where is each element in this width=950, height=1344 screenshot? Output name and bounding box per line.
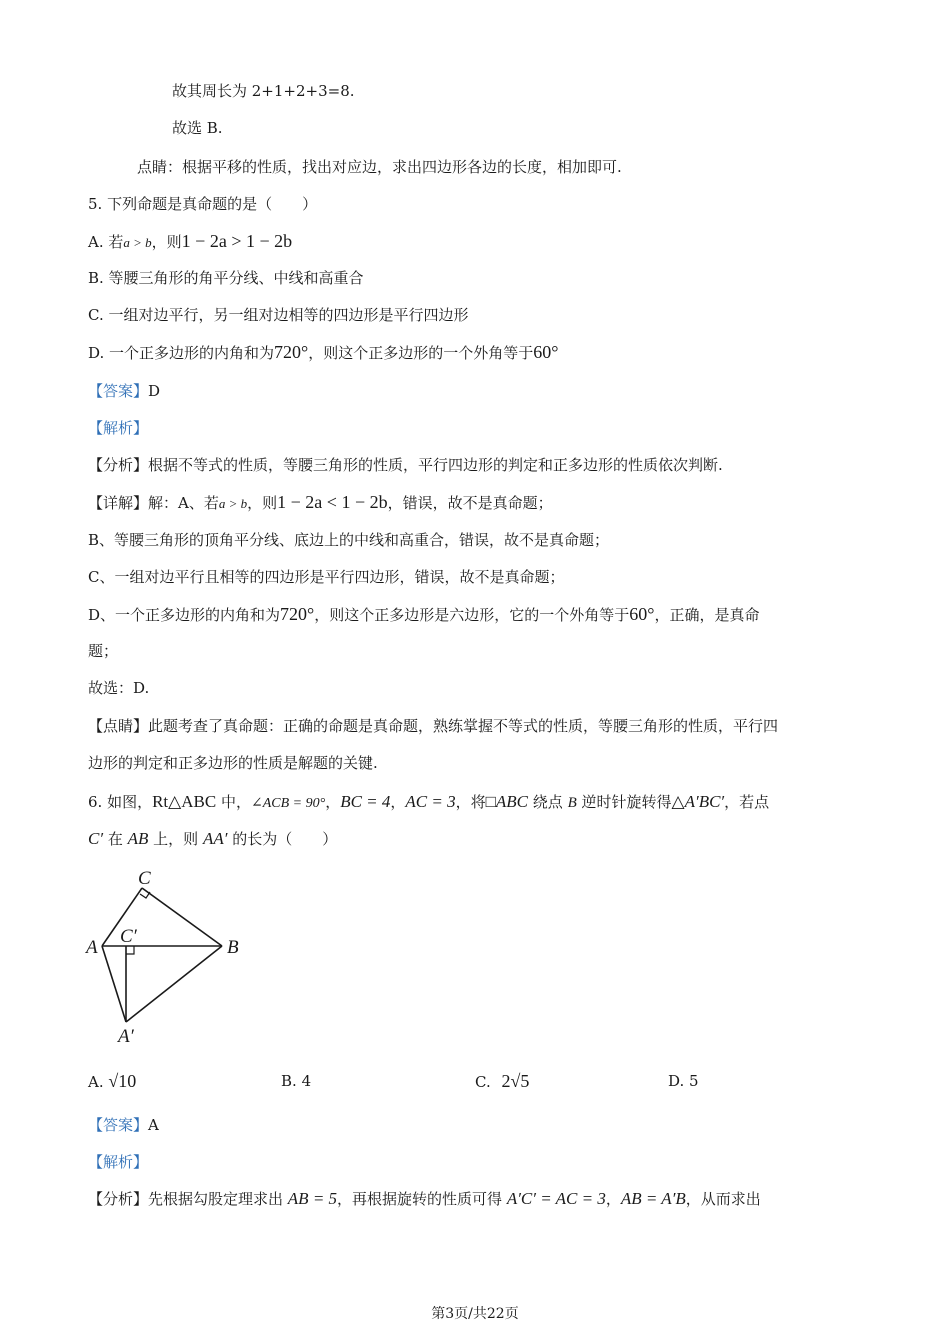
q5-a-label: A. 若 bbox=[88, 233, 124, 251]
q5-d-label: D. 一个正多边形的内角和为 bbox=[88, 344, 275, 362]
q6-stem1-bc: BC = 4 bbox=[340, 792, 391, 811]
q5-xiangjie-d-ext: 60° bbox=[629, 604, 655, 624]
q6-stem1-h: ，若点 bbox=[724, 793, 770, 811]
q5-xiangjie-a1: 解：A、若 bbox=[148, 494, 219, 512]
q6-stem1-rot: △A′BC′ bbox=[671, 792, 725, 811]
q5-answer bbox=[88, 381, 160, 401]
q6-stem1-f: 绕点 bbox=[528, 793, 568, 811]
q6-answer-value: A bbox=[148, 1116, 159, 1134]
q6-opt-c-value: 2√5 bbox=[501, 1071, 530, 1091]
q6-opt-c-label: C. bbox=[475, 1073, 491, 1091]
q5-d-mid: ，则这个正多边形的一个外角等于 bbox=[308, 344, 534, 362]
q6-stem1-a: 6. 如图， bbox=[88, 793, 153, 811]
q5-xiangjie-d3: ，正确，是真命 bbox=[654, 606, 760, 624]
q6-fenxi-eq1: A′C′ = AC = 3 bbox=[506, 1189, 606, 1208]
q6-stem1-pt: B bbox=[567, 795, 577, 811]
q6-opt-a-label: A. bbox=[88, 1073, 104, 1091]
q5-xiangjie-d1: D、一个正多边形的内角和为 bbox=[88, 606, 281, 624]
q5-xiangjie-d bbox=[88, 604, 759, 625]
q5-answer-tag: 【答案】 bbox=[88, 382, 149, 400]
q5-option-b: B. 等腰三角形的角平分线、中线和高重合 bbox=[88, 269, 364, 287]
q6-fenxi-3: ， bbox=[605, 1190, 621, 1208]
label-c-prime: C′ bbox=[120, 926, 137, 947]
q5-xiangjie-a-expr: 1 − 2a < 1 − 2b bbox=[277, 492, 388, 512]
q5-a-expr: 1 − 2a > 1 − 2b bbox=[181, 231, 293, 251]
q6-stem2-b: 上，则 bbox=[148, 830, 203, 848]
q6-fenxi-4: ，从而求出 bbox=[685, 1190, 761, 1208]
q6-option-c bbox=[475, 1070, 529, 1093]
q5-fenxi-text: 根据不等式的性质，等腰三角形的性质，平行四边形的判定和正多边形的性质依次判断. bbox=[148, 456, 723, 474]
q6-stem2-c2: 的长为（ ） bbox=[227, 830, 338, 848]
prev-hint: 点睛：根据平移的性质，找出对应边，求出四边形各边的长度，相加即可. bbox=[137, 158, 622, 176]
q5-option-c: C. 一组对边平行，另一组对边相等的四边形是平行四边形 bbox=[88, 306, 469, 324]
q5-xiangjie-d-cont: 题； bbox=[88, 642, 119, 660]
q5-xiangjie-d-angle: 720° bbox=[280, 604, 315, 624]
q6-fenxi-1: 先根据勾股定理求出 bbox=[148, 1190, 288, 1208]
q6-analysis-tag: 【解析】 bbox=[88, 1153, 149, 1171]
q5-a-cond: a > b bbox=[123, 235, 152, 250]
q5-xiangjie-a2: ，则 bbox=[247, 494, 278, 512]
q5-xiangjie-a3: ，错误，故不是真命题； bbox=[387, 494, 553, 512]
q6-stem1-ac: AC = 3 bbox=[405, 792, 456, 811]
segment-aa-prime bbox=[102, 946, 126, 1022]
q5-xiangjie-c: C、一组对边平行且相等的四边形是平行四边形，错误，故不是真命题； bbox=[88, 568, 565, 586]
q6-stem2-ab: AB bbox=[127, 829, 149, 848]
label-a: A bbox=[86, 937, 98, 958]
q6-fenxi bbox=[88, 1189, 761, 1209]
q6-stem1-angle: ∠ACB = 90° bbox=[250, 796, 326, 811]
q5-analysis-tag: 【解析】 bbox=[88, 419, 149, 437]
prev-choose: 故选 B. bbox=[172, 119, 223, 137]
q6-stem1-c: ， bbox=[325, 793, 341, 811]
q5-answer-value: D bbox=[148, 382, 161, 400]
q6-stem1-b: 中， bbox=[216, 793, 251, 811]
q5-xiangjie-tag: 【详解】 bbox=[88, 494, 149, 512]
q5-choose: 故选：D. bbox=[88, 679, 150, 697]
q5-fenxi-tag: 【分析】 bbox=[88, 456, 149, 474]
segment-a-prime-b bbox=[126, 946, 222, 1022]
q6-stem1-d: ， bbox=[390, 793, 406, 811]
q6-stem-line1 bbox=[88, 792, 769, 814]
q6-answer bbox=[88, 1115, 159, 1135]
q6-opt-d-value: 5 bbox=[689, 1072, 699, 1090]
q6-stem1-abc: □ABC bbox=[485, 792, 529, 811]
q6-option-a bbox=[88, 1070, 136, 1093]
q5-a-sep: ，则 bbox=[151, 233, 182, 251]
q5-option-d bbox=[88, 342, 558, 363]
q5-fenxi bbox=[88, 455, 723, 475]
segment-cb bbox=[142, 888, 222, 946]
q6-option-b bbox=[281, 1070, 311, 1092]
q5-dianjing-text1: 此题考查了真命题：正确的命题是真命题，熟练掌握不等式的性质，等腰三角形的性质，平行四 bbox=[148, 717, 779, 735]
q6-geometry-figure bbox=[80, 862, 260, 1052]
q6-fenxi-2: ，再根据旋转的性质可得 bbox=[337, 1190, 507, 1208]
q6-stem1-e: ，将 bbox=[455, 793, 486, 811]
q6-stem2-aa: AA′ bbox=[202, 829, 228, 848]
q5-option-a bbox=[88, 231, 292, 253]
page-footer: 第3页/共22页 bbox=[431, 1306, 519, 1322]
q6-option-d bbox=[668, 1070, 699, 1092]
q5-dianjing-tag: 【点睛】 bbox=[88, 717, 149, 735]
q5-dianjing-1 bbox=[88, 716, 778, 736]
q6-stem-line2 bbox=[88, 829, 337, 849]
q5-xiangjie-d2: ，则这个正多边形是六边形，它的一个外角等于 bbox=[314, 606, 630, 624]
q5-d-angle: 720° bbox=[274, 342, 309, 362]
right-angle-mark-c-prime bbox=[126, 946, 134, 954]
q5-xiangjie-b: B、等腰三角形的顶角平分线、底边上的中线和高重合，错误，故不是真命题； bbox=[88, 531, 610, 549]
q6-fenxi-tag: 【分析】 bbox=[88, 1190, 149, 1208]
q5-xiangjie-a-cond: a > b bbox=[218, 496, 248, 511]
label-c: C bbox=[138, 868, 151, 889]
q6-stem1-g: 逆时针旋转得 bbox=[576, 793, 672, 811]
q6-fenxi-ab: AB = 5 bbox=[287, 1189, 338, 1208]
label-a-prime: A′ bbox=[118, 1026, 134, 1047]
q6-opt-d-label: D. bbox=[668, 1072, 685, 1090]
q6-stem2-a: 在 bbox=[103, 830, 128, 848]
q6-answer-tag: 【答案】 bbox=[88, 1116, 149, 1134]
q6-opt-b-label: B. bbox=[281, 1072, 297, 1090]
q5-d-ext: 60° bbox=[533, 342, 559, 362]
label-b: B bbox=[227, 937, 239, 958]
q6-opt-a-value: √10 bbox=[108, 1071, 137, 1091]
q6-fenxi-eq2: AB = A′B bbox=[620, 1189, 686, 1208]
q5-xiangjie-a bbox=[88, 492, 553, 514]
q5-dianjing-2: 边形的判定和正多边形的性质是解题的关键. bbox=[88, 754, 378, 772]
prev-perimeter: 故其周长为 2+1+2+3=8. bbox=[172, 82, 355, 100]
q6-opt-b-value: 4 bbox=[301, 1072, 312, 1090]
q6-stem2-c: C′ bbox=[88, 829, 104, 848]
q5-stem: 5. 下列命题是真命题的是（ ） bbox=[88, 195, 318, 213]
q6-stem1-rt: Rt△ABC bbox=[152, 792, 217, 811]
